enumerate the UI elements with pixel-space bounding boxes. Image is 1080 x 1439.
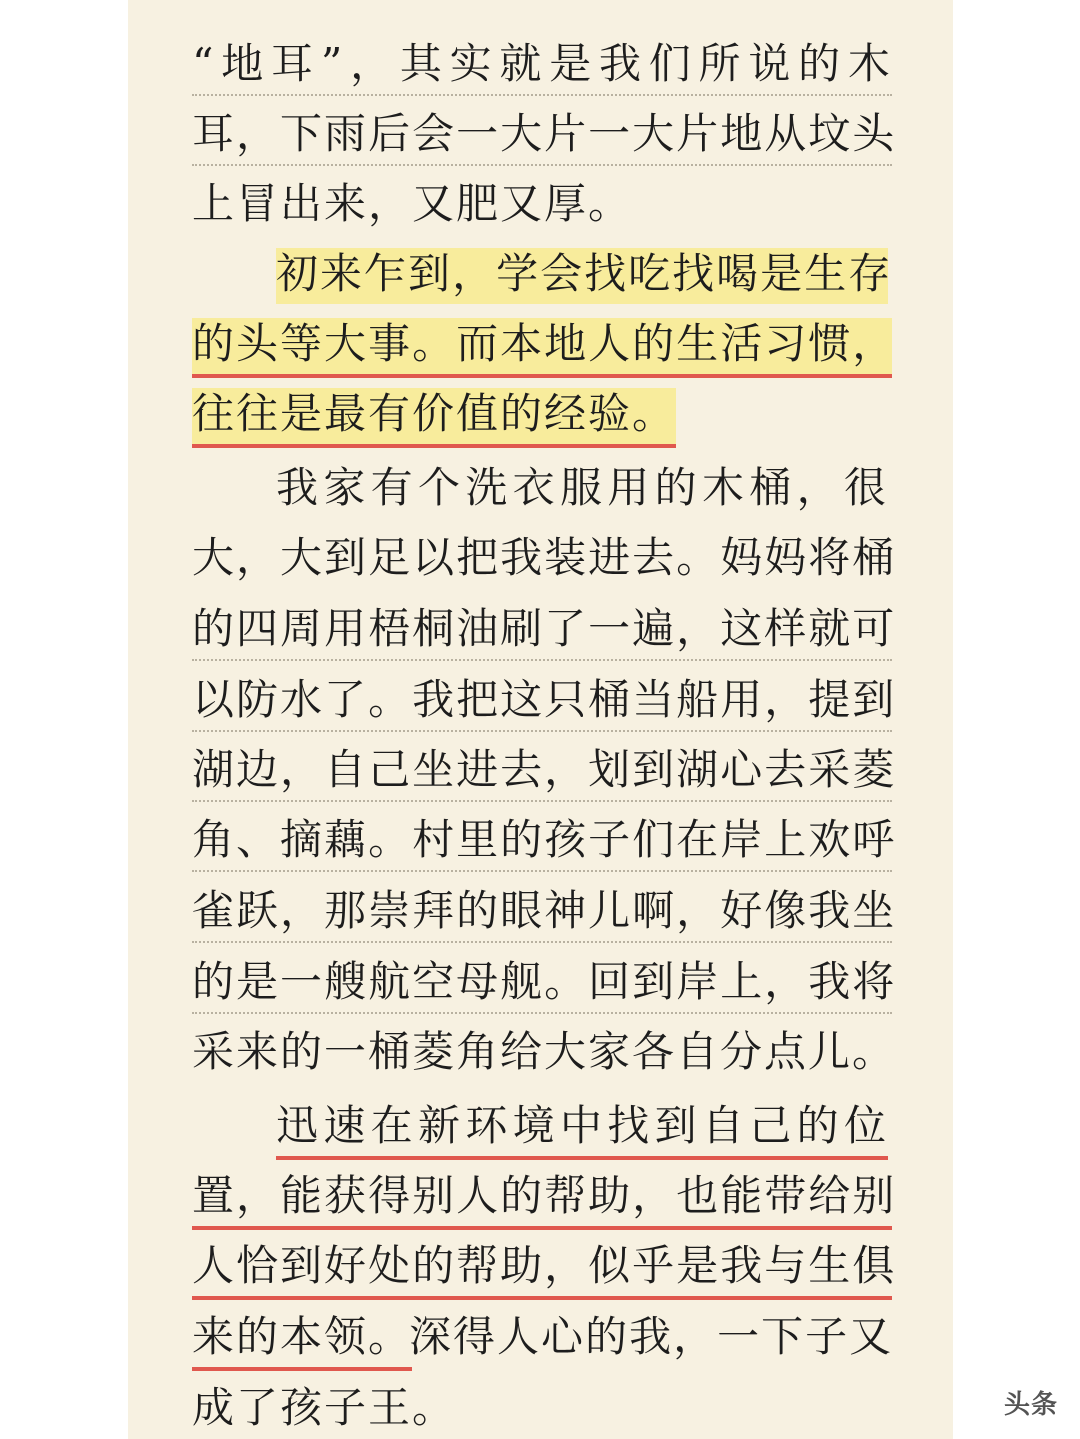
text-line-3: 上冒出来，又肥又厚。 xyxy=(192,179,633,228)
text-line-7: 以 防 水 了 。 我 把 这 只 桶 当 船 用 ， 提 到 xyxy=(192,674,892,732)
text-line-14: 成了孩子王。 xyxy=(192,1383,457,1432)
watermark-logo: 头条 xyxy=(1003,1390,1058,1420)
text-line-8: 湖 边 ， 自 己 坐 进 去 ， 划 到 湖 心 去 采 菱 xyxy=(192,744,892,802)
text-line-12: 采来的一桶菱角给大家各自分点儿。 xyxy=(192,1027,897,1076)
highlighted-line-1: 初 来 乍 到 ， 学 会 找 吃 找 喝 是 生 存 xyxy=(276,248,888,304)
underlined-line-1: 迅 速 在 新 环 境 中 找 到 自 己 的 位 xyxy=(276,1100,888,1160)
text-line-11: 的 是 一 艘 航 空 母 舰 。 回 到 岸 上 ， 我 将 xyxy=(192,956,892,1014)
highlighted-line-3: 往往是最有价值的经验。 xyxy=(192,388,676,448)
text-line-10: 雀 跃 ， 那 崇 拜 的 眼 神 儿 啊 ， 好 像 我 坐 xyxy=(192,885,892,943)
text-line-9: 角 、 摘 藕 。 村 里 的 孩 子 们 在 岸 上 欢 呼 xyxy=(192,814,892,872)
text-line-13: 深 得 人 心 的 我 ， 一 下 子 又 xyxy=(409,1312,894,1361)
underlined-line-3: 人 恰 到 好 处 的 帮 助 ， 似 乎 是 我 与 生 俱 xyxy=(192,1240,892,1300)
text-line-4: 我 家 有 个 洗 衣 服 用 的 木 桶 ， 很 xyxy=(276,463,888,512)
text-line-5: 大 ， 大 到 足 以 把 我 装 进 去 。 妈 妈 将 桶 xyxy=(192,533,897,582)
underlined-line-4: 来的本领。 xyxy=(192,1311,412,1371)
text-line-6: 的 四 周 用 梧 桐 油 刷 了 一 遍 ， 这 样 就 可 xyxy=(192,603,892,661)
text-line-1: “ 地 耳 ” ， 其 实 就 是 我 们 所 说 的 木 xyxy=(192,38,892,96)
highlighted-line-2: 的 头 等 大 事 。 而 本 地 人 的 生 活 习 惯 ， xyxy=(192,318,892,378)
text-line-2: 耳 ， 下 雨 后 会 一 大 片 一 大 片 地 从 坟 头 xyxy=(192,108,892,166)
underlined-line-2: 置 ， 能 获 得 别 人 的 帮 助 ， 也 能 带 给 别 xyxy=(192,1170,892,1230)
